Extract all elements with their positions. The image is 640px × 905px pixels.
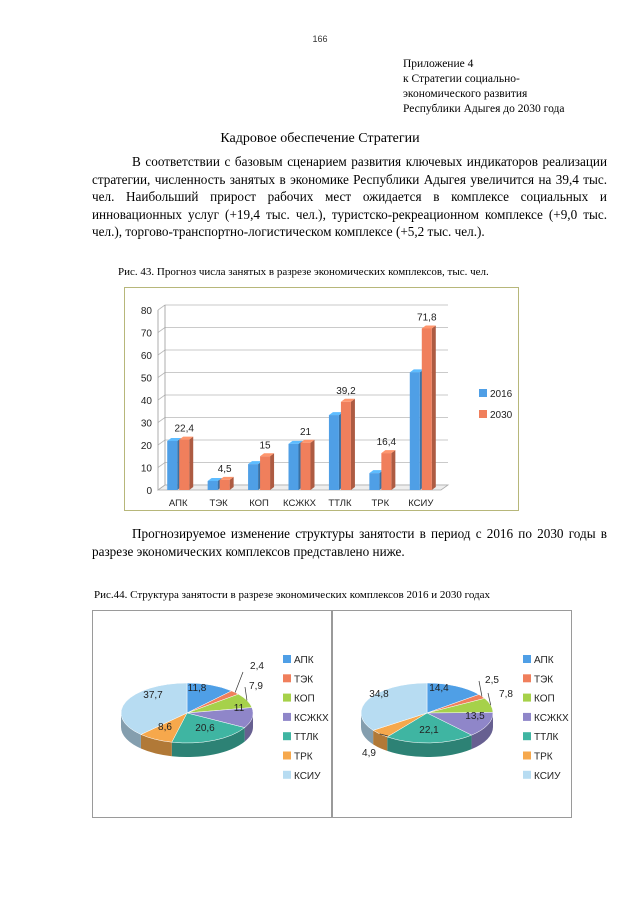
legend-label-2016: 2016: [490, 389, 513, 400]
bar-2016: [369, 473, 379, 490]
legend-swatch: [523, 771, 531, 779]
legend-label: АПК: [534, 655, 554, 666]
bar-2030: [341, 402, 351, 490]
pie-data-label: 13,5: [465, 711, 485, 722]
x-category-label: КСИУ: [408, 498, 434, 509]
figure-43-caption: Рис. 43. Прогноз числа занятых в разрезе экономических комплексов, тыс. чел.: [118, 266, 489, 278]
x-category-label: КОП: [249, 498, 269, 509]
legend-label-2030: 2030: [490, 410, 513, 421]
data-label: 15: [259, 440, 271, 452]
appendix-line: к Стратегии социально-: [403, 73, 520, 85]
pie-leader-line: [479, 681, 482, 696]
appendix-line: экономического развития: [403, 88, 528, 100]
legend-swatch: [283, 752, 291, 760]
bar-2016: [289, 444, 299, 490]
legend-label: КСЖКХ: [534, 712, 569, 724]
y-tick-label: 0: [146, 486, 152, 497]
legend-swatch: [283, 694, 291, 702]
data-label: 39,2: [336, 385, 356, 397]
legend-label: КСЖКХ: [294, 712, 329, 724]
legend-swatch: [283, 771, 291, 779]
gridline-depth: [158, 463, 165, 468]
structure-paragraph: Прогнозируемое изменение структуры занятости в период с 2016 по 2030 годы в разрезе экономических комплексов представлено ниже.: [92, 526, 607, 559]
bar-2030-side: [351, 399, 355, 490]
x-category-label: АПК: [168, 498, 188, 509]
gridline-depth: [158, 440, 165, 445]
legend-swatch: [523, 713, 531, 721]
pie-data-label: 7,9: [249, 681, 263, 692]
legend-swatch: [283, 732, 291, 740]
bar-2030-side: [391, 450, 395, 490]
gridline-depth: [158, 373, 165, 378]
pie-data-label: 37,7: [143, 690, 163, 701]
bar-2030-side: [270, 453, 274, 490]
bar-2030: [381, 453, 391, 490]
pie-leader-line: [245, 687, 247, 700]
data-label: 71,8: [417, 312, 437, 324]
legend-swatch: [283, 655, 291, 663]
pie-data-label: 11: [233, 703, 245, 714]
x-category-label: ТЭК: [209, 498, 228, 509]
pie-leader-line: [235, 672, 243, 692]
y-tick-label: 30: [140, 418, 152, 430]
x-category-label: КСЖКХ: [283, 498, 316, 509]
gridline-depth: [158, 350, 165, 355]
legend-swatch: [523, 732, 531, 740]
legend-label: КСИУ: [294, 770, 321, 782]
bar-2030: [220, 480, 230, 490]
legend-label: АПК: [294, 655, 314, 666]
pie-data-label: 2,4: [250, 661, 264, 672]
legend-label: КСИУ: [534, 770, 561, 782]
bar-2016: [208, 481, 218, 490]
pie-data-label: 4,9: [362, 748, 376, 759]
pie-data-label: 8,6: [158, 722, 172, 733]
bar-2016: [248, 464, 258, 490]
page-number: 166: [312, 34, 328, 44]
y-tick-label: 70: [140, 328, 152, 340]
bar-2030: [422, 328, 432, 490]
legend-swatch-2030: [479, 410, 487, 418]
pie-chart-2030: [333, 611, 571, 817]
pie-chart-2030-frame: [332, 610, 572, 818]
pie-data-label: 20,6: [195, 723, 215, 734]
pie-data-label: 11,8: [187, 683, 207, 694]
bar-2016: [167, 441, 177, 490]
data-label: 22,4: [174, 423, 194, 435]
y-tick-label: 20: [140, 441, 152, 452]
legend-label: ТТЛК: [294, 732, 319, 744]
pie-chart-2016: [93, 611, 331, 817]
gridline-depth: [158, 418, 165, 423]
bar-2016: [329, 415, 339, 490]
legend-label: ТЭК: [534, 674, 554, 686]
x-category-label: ТРК: [371, 498, 390, 509]
gridline-depth: [158, 305, 165, 310]
bar-2030-side: [311, 440, 315, 490]
bar-2030: [260, 456, 270, 490]
legend-label: ТРК: [534, 751, 553, 763]
legend-swatch: [523, 752, 531, 760]
bar-2030: [179, 440, 189, 490]
bar-2016: [410, 372, 420, 490]
legend-swatch: [523, 655, 531, 663]
appendix-note: [403, 57, 564, 117]
pie-data-label: 2,5: [485, 675, 499, 686]
legend-swatch: [283, 674, 291, 682]
pie-data-label: 34,8: [369, 689, 389, 700]
y-tick-label: 60: [140, 351, 152, 362]
bar-chart-frame: [124, 287, 519, 511]
bar-2030-side: [432, 325, 436, 490]
y-tick-label: 50: [140, 373, 152, 385]
data-label: 16,4: [376, 437, 397, 449]
pie-data-label: 22,1: [419, 725, 439, 736]
legend-swatch-2016: [479, 389, 487, 397]
legend-label: КОП: [294, 693, 315, 705]
pie-data-label: 14,4: [429, 683, 449, 694]
x-category-label: ТТЛК: [328, 498, 352, 509]
y-tick-label: 80: [140, 306, 152, 317]
appendix-line: Приложение 4: [403, 58, 474, 70]
pie-chart-2016-frame: [92, 610, 332, 818]
legend-swatch: [283, 713, 291, 721]
bar-2030-side: [189, 437, 193, 490]
legend-swatch: [523, 694, 531, 702]
legend-label: ТЭК: [294, 674, 314, 686]
data-label: 4,5: [217, 463, 232, 475]
gridline-depth: [158, 395, 165, 400]
bar-2030: [301, 443, 311, 490]
gridline-depth: [158, 328, 165, 333]
data-label: 21: [299, 426, 312, 438]
legend-swatch: [523, 674, 531, 682]
intro-paragraph: В соответствии с базовым сценарием развития ключевых индикаторов реализации стратегии, численность занятых в экономике Республики Адыгея увеличится на 39,4 тыс. чел. Наибольший прирост рабочих мест ожидается в комплексе социальных и инновационных услуг (+19,4 тыс. чел.), туристско-рекреационном комплексе (+9,0 тыс. чел.), торгово-транспортно-логистическом комплексе (+5,2 тыс. чел.).: [92, 154, 607, 240]
section-title: Кадровое обеспечение Стратегии: [220, 131, 420, 146]
legend-label: КОП: [534, 693, 555, 705]
y-tick-label: 40: [140, 396, 152, 407]
figure-44-caption: Рис.44. Структура занятости в разрезе экономических комплексов 2016 и 2030 годах: [94, 589, 491, 601]
bar-chart: [125, 288, 518, 510]
appendix-line: Республики Адыгея до 2030 года: [403, 103, 565, 115]
legend-label: ТТЛК: [534, 732, 559, 744]
y-tick-label: 10: [140, 463, 152, 475]
legend-label: ТРК: [294, 751, 313, 763]
pie-data-label: 7,8: [499, 689, 513, 700]
